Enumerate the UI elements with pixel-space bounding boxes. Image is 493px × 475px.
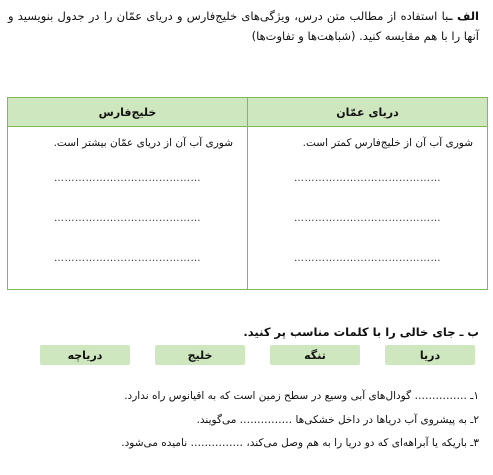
- word-bank: [40, 345, 475, 365]
- table-body: [8, 127, 487, 289]
- blank-line: ……………………………………: [294, 253, 441, 264]
- question-3: ۳ـ باریکه یا آبراهه‌ای که دو دریا را به هم وصل می‌کند، …………… نامیده می‌شود.: [121, 437, 479, 449]
- word-strait[interactable]: تنگه: [270, 345, 360, 365]
- intro-paragraph: [8, 6, 479, 46]
- header-oman-sea: دریای عمّان: [336, 105, 399, 119]
- blank-line: ……………………………………: [54, 213, 201, 224]
- blank-line: ……………………………………: [54, 253, 201, 264]
- comparison-table: [7, 97, 488, 290]
- blank-line: ……………………………………: [294, 173, 441, 184]
- header-persian-gulf: خلیج‌فارس: [8, 98, 248, 126]
- word-gulf[interactable]: خلیج: [155, 345, 245, 365]
- word-lake[interactable]: دریاچه: [40, 345, 130, 365]
- intro-text: با استفاده از مطالب متن درس، ویژگی‌های خلیج‌فارس و دریای عمّان را در جدول بنویسید و آنها را با هم مقایسه کنید. (شباهت‌ها و تفاوت‌ها): [8, 9, 479, 43]
- table-header: [8, 98, 487, 127]
- part-b-title: ب ـ جای خالی را با کلمات مناسب پر کنید.: [243, 325, 479, 339]
- question-2: ۲ـ به پیشروی آب دریاها در داخل خشکی‌ها …………… می‌گویند.: [196, 414, 479, 426]
- word-sea[interactable]: دریا: [385, 345, 475, 365]
- blank-line: ……………………………………: [54, 173, 201, 184]
- persian-gulf-statement: شوری آب آن از دریای عمّان بیشتر است.: [53, 137, 233, 149]
- blank-line: ……………………………………: [294, 213, 441, 224]
- column-oman-sea: [248, 127, 487, 289]
- column-persian-gulf: [8, 127, 248, 289]
- intro-lead: الف ـ: [448, 9, 479, 23]
- question-1: ۱ـ …………… گودال‌های آبی وسیع در سطح زمین است که به اقیانوس راه ندارد.: [124, 390, 479, 402]
- oman-statement: شوری آب آن از خلیج‌فارس کمتر است.: [302, 137, 473, 149]
